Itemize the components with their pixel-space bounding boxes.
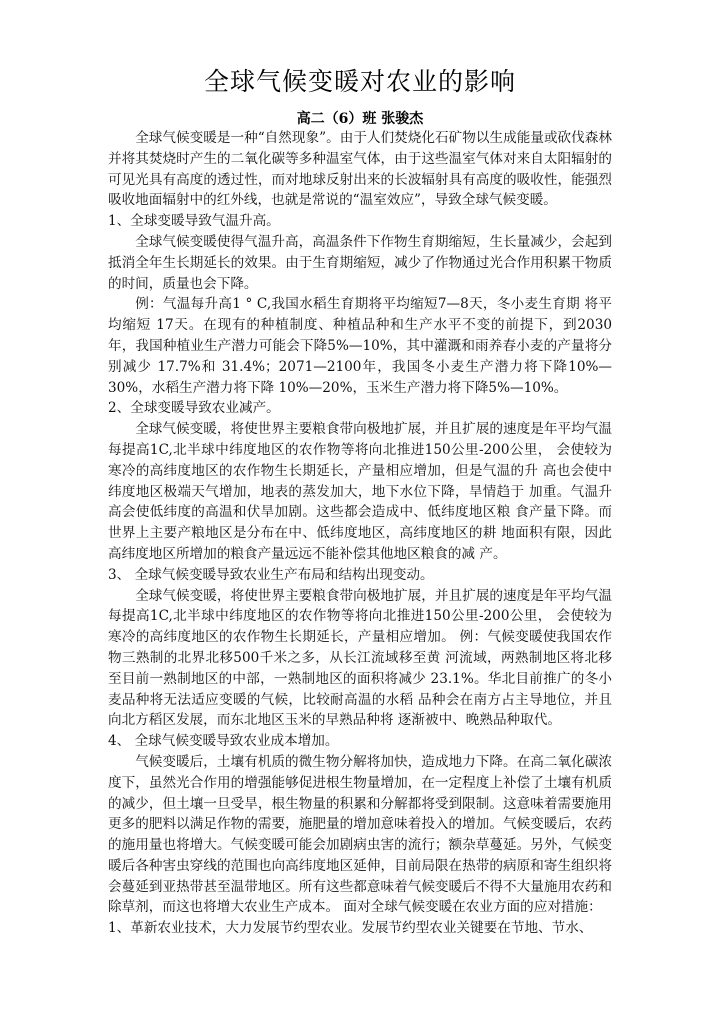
paragraph: 气候变暖后，土壤有机质的微生物分解将加快，造成地力下降。在高二氧化碳浓度下，虽然光合作用的增强能够促进根生物量增加，在一定程度上补偿了土壤有机质的减少，但土壤一旦受旱，根生物量的积累和分解都将受到限制。这意味着需要施用更多的肥料以满足作物的需要，施肥量的增加意味着投入的增加。气候变暖后，农药的施用量也将增大。气候变暖可能会加剧病虫害的流行；额杂草蔓延。另外，气候变暖后各种害虫穿线的范围也向高纬度地区延伸，目前局限在热带的病原和寄生组织将会蔓延到亚热带甚至温带地区。所有这些都意味着气候变暖后不得不大量施用农药和除草剂，而这也将增大农业生产成本。 面对全球气候变暖在农业方面的应对措施：	[108, 753, 612, 916]
document-body	[108, 128, 612, 939]
document-author: 高二（6）班 张骏杰	[296, 111, 424, 127]
paragraph: 全球气候变暖使得气温升高，高温条件下作物生育期缩短，生长量减少，会起到抵消全年生长期延长的效果。由于生育期缩短，减少了作物通过光合作用积累干物质的时间，质量也会下降。	[108, 233, 612, 292]
paragraph: 4、 全球气候变暖导致农业成本增加。	[108, 733, 339, 750]
paragraph: 1、革新农业技术，大力发展节约型农业。发展节约型农业关键要在节地、节水、	[108, 920, 593, 937]
paragraph: 3、 全球气候变暖导致农业生产布局和结构出现变动。	[108, 566, 434, 583]
paragraph: 1、全球变暖导致气温升高。	[108, 213, 280, 230]
paragraph: 全球气候变暖，将使世界主要粮食带向极地扩展，并且扩展的速度是年平均气温每提高1C,北半球中纬度地区的农作物等将向北推进150公里-200公里， 会使较为寒冷的高纬度地区的农作物生长期延长，产量相应增加。 例：气候变暖使我国农作物三熟制的北界北移500千米之多，从长江流域移至黄 河流域，两熟制地区将北移至目前一熟制地区的中部，一熟制地区的面积将减少 23.1%。华北目前推广的冬小麦品种将无法适应变暖的气候，比较耐高温的水稻 品种会在南方占主导地位，并且向北方稻区发展，而东北地区玉米的早熟品种将 逐渐被中、晚熟品种取代。	[108, 587, 612, 729]
paragraph: 2、全球变暖导致农业减产。	[108, 400, 280, 417]
paragraph: 全球气候变暖，将使世界主要粮食带向极地扩展，并且扩展的速度是年平均气温每提高1C,北半球中纬度地区的农作物等将向北推进150公里-200公里， 会使较为寒冷的高纬度地区的农作物生长期延长，产量相应增加，但是气温的升 高也会使中纬度地区极端天气增加，地表的蒸发加大，地下水位下降，旱情趋于 加重。气温升高会使低纬度的高温和伏旱加剧。这些都会造成中、低纬度地区粮 食产量下降。而世界上主要产粮地区是分布在中、低纬度地区，高纬度地区的耕 地面积有限，因此高纬度地区所增加的粮食产量远远不能补偿其他地区粮食的减 产。	[108, 421, 612, 562]
document-title: 全球气候变暖对农业的影响	[203, 67, 516, 96]
paragraph: 全球气候变暖是一种“自然现象”。由于人们焚烧化石矿物以生成能量或砍伐森林并将其焚烧时产生的二氧化碳等多种温室气体，由于这些温室气体对来自太阳辐射的可见光具有高度的透过性，而对地球反射出来的长波辐射具有高度的吸收性，能强烈吸收地面辐射中的红外线，也就是常说的“温室效应”，导致全球气候变暖。	[108, 130, 612, 209]
paragraph: 例：气温每升高1 ° C,我国水稻生育期将平均缩短7—8天，冬小麦生育期 将平均缩短 17天。在现有的种植制度、种植品种和生产水平不变的前提下，到2030年，我国种植业生产潜力可能会下降5%—10%，其中灌溉和雨养春小麦的产量将分别减少 17.7%和 31.4%；2071—2100年，我国冬小麦生产潜力将下降10%—30%，水稻生产潜力将下降 10%—20%，玉米生产潜力将下降5%—10%。	[108, 296, 612, 396]
